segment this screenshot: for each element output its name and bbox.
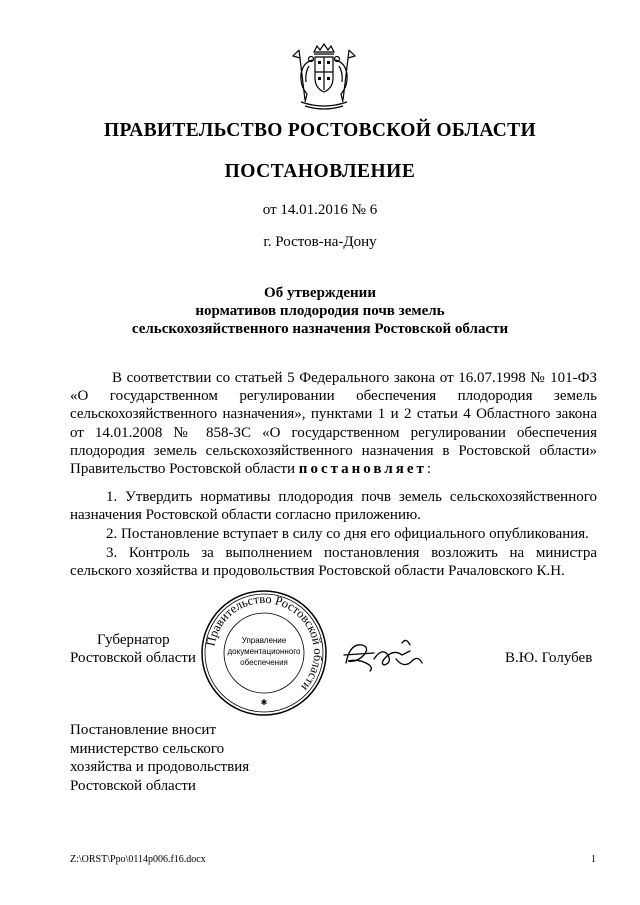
document-type-title: ПОСТАНОВЛЕНИЕ	[224, 161, 416, 182]
document-city: г. Ростов-на-Дону	[263, 234, 377, 250]
document-date-number: от 14.01.2016 № 6	[262, 202, 378, 218]
coat-of-arms-emblem	[291, 42, 357, 112]
stamp-inner-text: документационного	[227, 647, 301, 656]
signatory-title-line: Ростовской области	[70, 650, 196, 666]
subject-line: Об утверждении	[264, 285, 376, 301]
submitter-line: министерство сельского	[70, 740, 225, 757]
stamp-inner-text: обеспечения	[240, 658, 288, 667]
footer-file-path: Z:\ORST\Ppo\0114p006.f16.docx	[70, 854, 206, 865]
document-subject	[0, 284, 640, 338]
official-stamp	[200, 589, 328, 717]
stamp-star-icon: ✱	[260, 698, 268, 707]
resolution-item: 2. Постановление вступает в силу со дня его официального опубликования.	[106, 526, 589, 542]
resolves-word: постановляет	[298, 461, 427, 478]
preamble-paragraph	[70, 369, 597, 478]
handwritten-signature	[340, 633, 450, 678]
signatory-title-line: Губернатор	[97, 632, 170, 648]
submitter-line: Ростовской области	[70, 777, 196, 794]
stamp-ring-text: Правительство Ростовской области	[203, 591, 326, 694]
resolution-item: 1. Утвердить нормативы плодородия почв земель сельскохозяйственного назначения Ростовской области согласно приложению.	[70, 489, 597, 524]
subject-line: сельскохозяйственного назначения Ростовской области	[131, 321, 509, 337]
signatory-name: В.Ю. Голубев	[505, 650, 593, 666]
preamble-colon: :	[426, 461, 432, 478]
page-number: 1	[591, 854, 596, 865]
submitter-block	[70, 721, 249, 795]
stamp-inner-text: Управление	[241, 636, 287, 645]
organization-title: ПРАВИТЕЛЬСТВО РОСТОВСКОЙ ОБЛАСТИ	[104, 120, 536, 141]
resolution-item: 3. Контроль за выполнением постановления возложить на министра сельского хозяйства и продовольствия Ростовской области Рачаловского К.Н.	[70, 545, 597, 580]
preamble-text: В соответствии со статьей 5 Федерального закона от 16.07.1998 № 101-ФЗ «О государственном регулировании обеспечения плодородия земель сельскохозяйственного назначения», пунктами 1 и 2 статьи 4 Областного закона от 14.01.2008 № 858-ЗС «О государственном регулировании обеспечения плодородия земель сельскохозяйственного назначения в Ростовской области» Правительство Ростовской области	[70, 370, 597, 478]
subject-line: нормативов плодородия почв земель	[195, 303, 445, 319]
submitter-line: хозяйства и продовольствия	[70, 759, 250, 775]
submitter-line: Постановление вносит	[70, 722, 217, 738]
